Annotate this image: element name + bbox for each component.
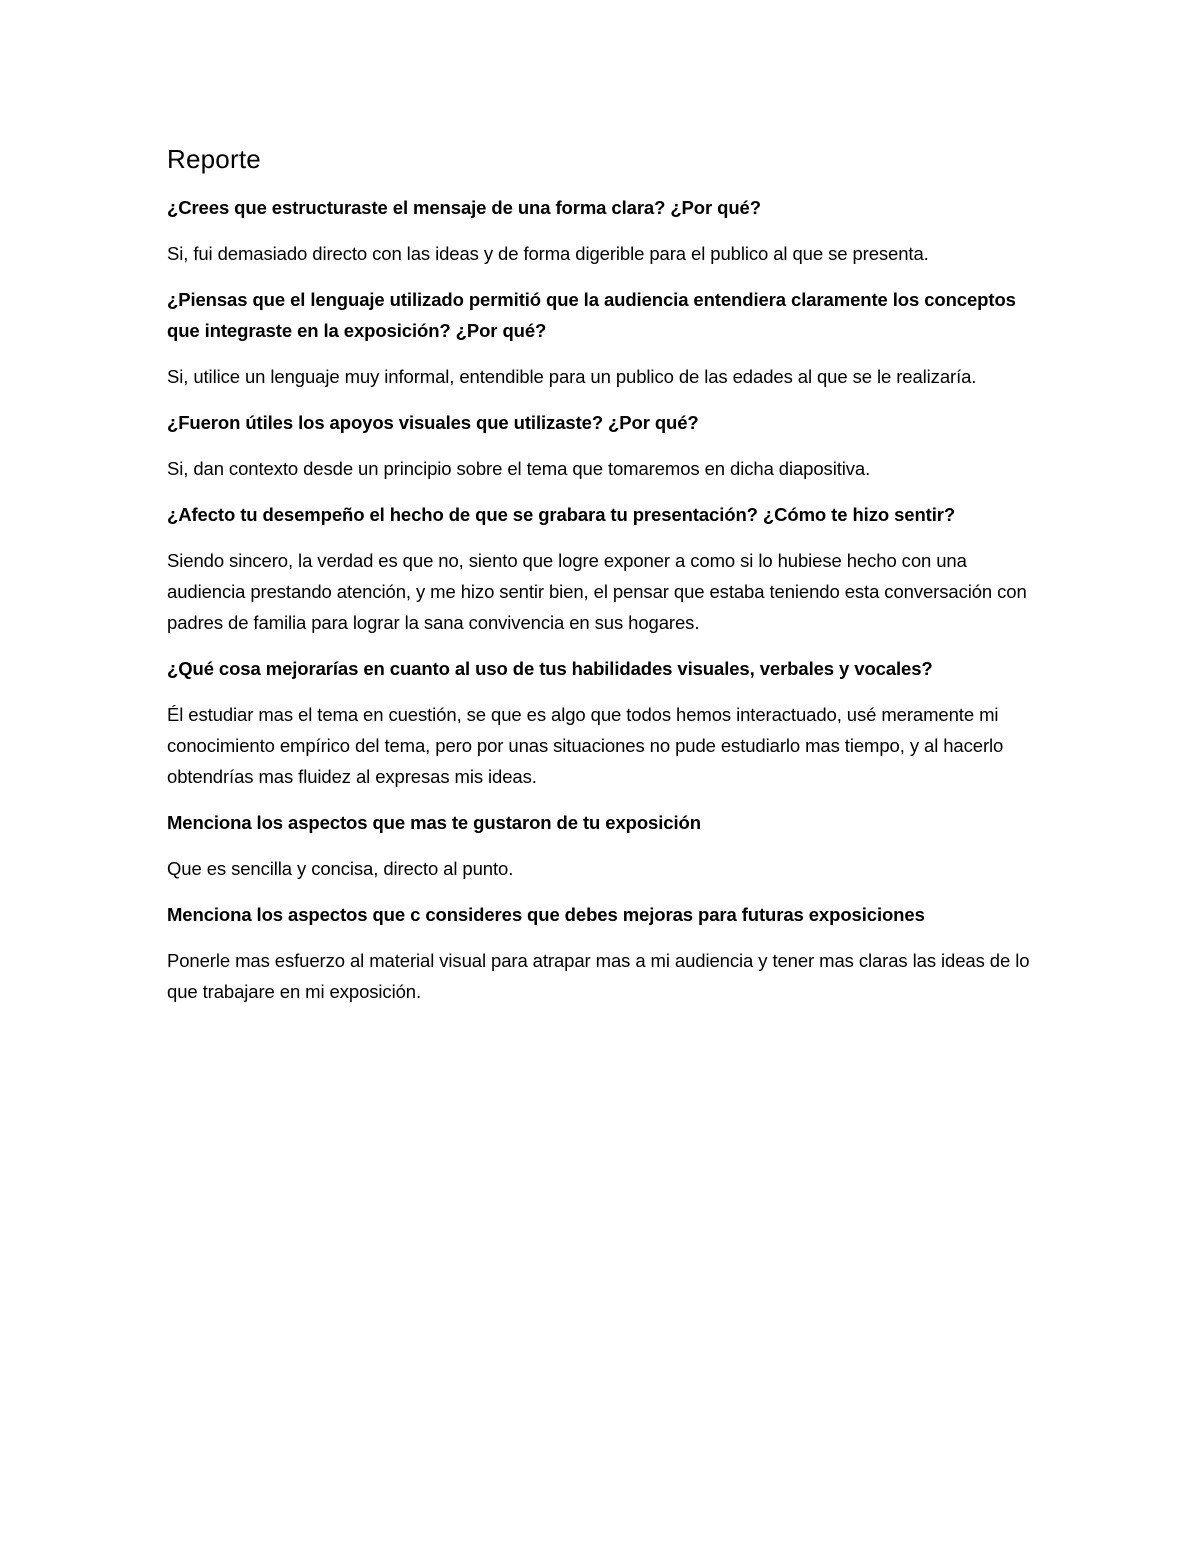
qa-item-6 [167, 807, 1047, 884]
document-page [167, 140, 1047, 1022]
question-7: Menciona los aspectos que c consideres que debes mejoras para futuras exposiciones [167, 904, 925, 925]
document-title: Reporte [167, 144, 261, 174]
question-2: ¿Piensas que el lenguaje utilizado permitió que la audiencia entendiera claramente los conceptos que integraste en la exposición? ¿Por qué? [167, 289, 1016, 341]
answer-3: Si, dan contexto desde un principio sobre el tema que tomaremos en dicha diapositiva. [167, 458, 871, 479]
question-1: ¿Crees que estructuraste el mensaje de una forma clara? ¿Por qué? [167, 197, 761, 218]
answer-1: Si, fui demasiado directo con las ideas y de forma digerible para el publico al que se presenta. [167, 243, 929, 264]
question-6: Menciona los aspectos que mas te gustaron de tu exposición [167, 812, 701, 833]
answer-7: Ponerle mas esfuerzo al material visual para atrapar mas a mi audiencia y tener mas claras las ideas de lo que trabajare en mi exposición. [167, 950, 1030, 1002]
question-3: ¿Fueron útiles los apoyos visuales que utilizaste? ¿Por qué? [167, 412, 699, 433]
answer-4: Siendo sincero, la verdad es que no, siento que logre exponer a como si lo hubiese hecho con una audiencia prestando atención, y me hizo sentir bien, el pensar que estaba teniendo esta conversación con padres de familia para lograr la sana convivencia en sus hogares. [167, 550, 1027, 633]
qa-item-7 [167, 899, 1047, 1007]
answer-5: Él estudiar mas el tema en cuestión, se que es algo que todos hemos interactuado, usé meramente mi conocimiento empírico del tema, pero por unas situaciones no pude estudiarlo mas tiempo, y al hacerlo obtendrías mas fluidez al expresas mis ideas. [167, 704, 1004, 787]
question-5: ¿Qué cosa mejorarías en cuanto al uso de tus habilidades visuales, verbales y vocales? [167, 658, 933, 679]
answer-2: Si, utilice un lenguaje muy informal, entendible para un publico de las edades al que se le realizaría. [167, 366, 977, 387]
qa-item-2 [167, 284, 1047, 392]
question-4: ¿Afecto tu desempeño el hecho de que se grabara tu presentación? ¿Cómo te hizo sentir? [167, 504, 956, 525]
answer-6: Que es sencilla y concisa, directo al punto. [167, 858, 514, 879]
qa-item-1 [167, 192, 1047, 269]
qa-item-3 [167, 407, 1047, 484]
qa-item-4 [167, 499, 1047, 638]
qa-item-5 [167, 653, 1047, 792]
